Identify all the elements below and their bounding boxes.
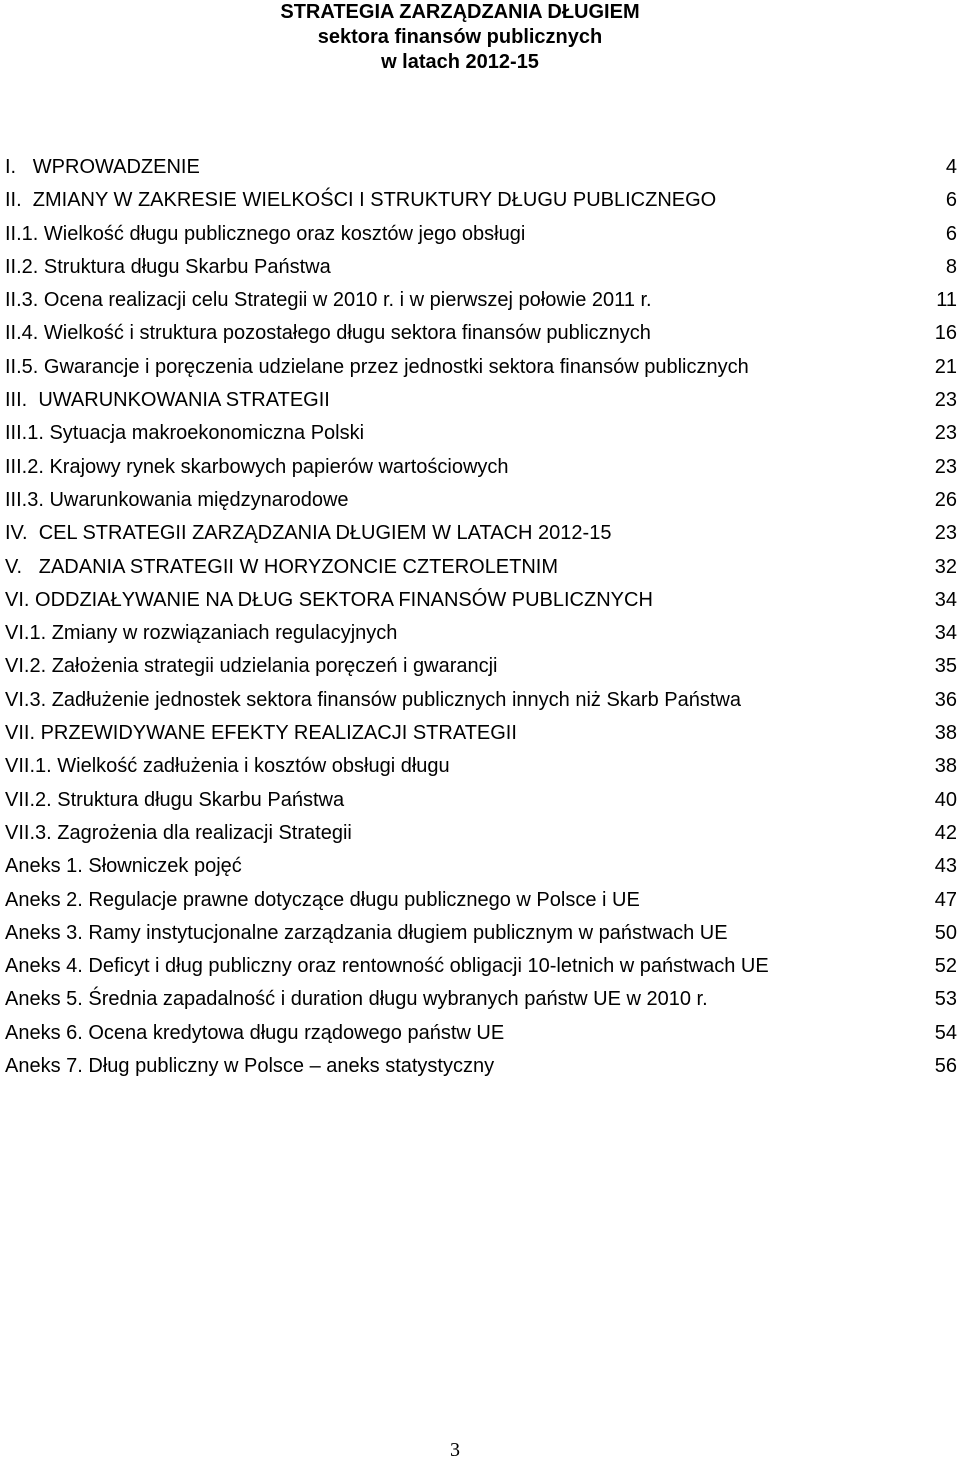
toc-entry-label: Aneks 7. Dług publiczny w Polsce – aneks statystyczny bbox=[5, 1055, 495, 1078]
toc-entry[interactable] bbox=[5, 551, 957, 584]
toc-entry-page: 52 bbox=[934, 955, 957, 978]
toc-entry[interactable] bbox=[5, 750, 957, 783]
toc-entry-page: 4 bbox=[945, 156, 957, 178]
toc-entry[interactable] bbox=[5, 950, 957, 983]
toc-entry-page: 23 bbox=[934, 455, 957, 478]
document-title bbox=[0, 0, 920, 75]
toc-entry[interactable] bbox=[5, 484, 957, 517]
toc-entry-label: VI.1. Zmiany w rozwiązaniach regulacyjnych bbox=[5, 622, 398, 645]
page-number: 3 bbox=[450, 1439, 460, 1461]
toc-entry-label: VI.2. Założenia strategii udzielania poręczeń i gwarancji bbox=[5, 655, 498, 678]
toc-entry-page: 38 bbox=[934, 722, 957, 745]
toc-entry-label: III. UWARUNKOWANIA STRATEGII bbox=[5, 389, 330, 412]
title-line-1: STRATEGIA ZARZĄDZANIA DŁUGIEM bbox=[280, 1, 640, 23]
toc-entry-page: 34 bbox=[934, 588, 957, 611]
toc-entry[interactable] bbox=[5, 884, 957, 917]
toc-entry-page: 11 bbox=[936, 289, 957, 312]
toc-entry-label: VII.1. Wielkość zadłużenia i kosztów obsługi długu bbox=[5, 755, 450, 778]
toc-entry-page: 23 bbox=[934, 422, 957, 445]
toc-entry[interactable] bbox=[5, 584, 957, 617]
toc-entry-label: Aneks 4. Deficyt i dług publiczny oraz rentowność obligacji 10-letnich w państwach UE bbox=[5, 955, 769, 978]
toc-entry-label: III.1. Sytuacja makroekonomiczna Polski bbox=[5, 422, 365, 445]
title-line-3: w latach 2012-15 bbox=[381, 51, 539, 73]
toc-entry[interactable] bbox=[5, 317, 957, 350]
toc-entry-label: IV. CEL STRATEGII ZARZĄDZANIA DŁUGIEM W LATACH 2012-15 bbox=[5, 522, 612, 545]
toc-entry-label: Aneks 2. Regulacje prawne dotyczące długu publicznego w Polsce i UE bbox=[5, 888, 640, 911]
toc-entry[interactable] bbox=[5, 218, 957, 251]
toc-entry[interactable] bbox=[5, 284, 957, 317]
toc-entry[interactable] bbox=[5, 384, 957, 417]
toc-entry[interactable] bbox=[5, 251, 957, 284]
toc-entry-label: I. WPROWADZENIE bbox=[5, 156, 200, 178]
toc-entry[interactable] bbox=[5, 1050, 957, 1083]
toc-entry-label: II.3. Ocena realizacji celu Strategii w 2010 r. i w pierwszej połowie 2011 r. bbox=[5, 289, 652, 312]
toc-entry-page: 36 bbox=[934, 688, 957, 711]
toc-entry-label: VII.3. Zagrożenia dla realizacji Strategii bbox=[5, 821, 352, 844]
toc-entry[interactable] bbox=[5, 417, 957, 450]
toc-entry-page: 35 bbox=[934, 655, 957, 678]
toc-entry-page: 42 bbox=[934, 821, 957, 844]
toc-entry-page: 43 bbox=[934, 855, 957, 878]
toc-entry[interactable] bbox=[5, 817, 957, 850]
toc-entry-page: 54 bbox=[934, 1021, 957, 1044]
toc-entry-label: II.2. Struktura długu Skarbu Państwa bbox=[5, 255, 331, 278]
title-line-2: sektora finansów publicznych bbox=[317, 26, 603, 48]
table-of-contents bbox=[5, 151, 957, 1083]
toc-entry[interactable] bbox=[5, 784, 957, 817]
toc-entry-label: III.3. Uwarunkowania międzynarodowe bbox=[5, 488, 349, 511]
toc-entry-label: II.5. Gwarancje i poręczenia udzielane przez jednostki sektora finansów publicznych bbox=[5, 355, 749, 378]
toc-entry[interactable] bbox=[5, 983, 957, 1016]
toc-entry-label: Aneks 6. Ocena kredytowa długu rządowego państw UE bbox=[5, 1021, 505, 1044]
toc-entry-page: 56 bbox=[934, 1055, 957, 1078]
toc-entry-label: II. ZMIANY W ZAKRESIE WIELKOŚCI I STRUKTURY DŁUGU PUBLICZNEGO bbox=[5, 189, 717, 212]
toc-entry-page: 32 bbox=[934, 555, 957, 578]
toc-entry-page: 34 bbox=[934, 622, 957, 645]
toc-entry-page: 38 bbox=[934, 755, 957, 778]
toc-entry[interactable] bbox=[5, 351, 957, 384]
toc-entry-page: 26 bbox=[934, 488, 957, 511]
toc-entry[interactable] bbox=[5, 717, 957, 750]
toc-entry[interactable] bbox=[5, 684, 957, 717]
toc-entry[interactable] bbox=[5, 1017, 957, 1050]
toc-entry-label: VII. PRZEWIDYWANE EFEKTY REALIZACJI STRATEGII bbox=[5, 722, 517, 745]
toc-entry[interactable] bbox=[5, 151, 957, 184]
toc-entry-page: 50 bbox=[934, 921, 957, 944]
toc-entry-page: 53 bbox=[934, 988, 957, 1011]
toc-entry[interactable] bbox=[5, 850, 957, 883]
toc-entry-page: 23 bbox=[934, 522, 957, 545]
toc-entry[interactable] bbox=[5, 650, 957, 683]
toc-entry-page: 23 bbox=[934, 389, 957, 412]
toc-entry[interactable] bbox=[5, 451, 957, 484]
toc-entry-page: 8 bbox=[945, 255, 957, 278]
toc-entry-label: VI.3. Zadłużenie jednostek sektora finansów publicznych innych niż Skarb Państwa bbox=[5, 688, 741, 711]
toc-entry[interactable] bbox=[5, 617, 957, 650]
toc-entry-page: 16 bbox=[934, 322, 957, 345]
toc-entry-page: 21 bbox=[934, 355, 957, 378]
toc-entry-page: 6 bbox=[945, 189, 957, 212]
toc-entry-label: II.1. Wielkość długu publicznego oraz kosztów jego obsługi bbox=[5, 222, 526, 245]
toc-entry-page: 47 bbox=[934, 888, 957, 911]
toc-entry-label: VI. ODDZIAŁYWANIE NA DŁUG SEKTORA FINANSÓW PUBLICZNYCH bbox=[5, 588, 653, 611]
toc-entry-label: Aneks 5. Średnia zapadalność i duration długu wybranych państw UE w 2010 r. bbox=[5, 988, 708, 1011]
toc-entry-label: Aneks 1. Słowniczek pojęć bbox=[5, 855, 242, 878]
toc-entry[interactable] bbox=[5, 917, 957, 950]
toc-entry-label: V. ZADANIA STRATEGII W HORYZONCIE CZTEROLETNIM bbox=[5, 555, 559, 578]
toc-entry-label: Aneks 3. Ramy instytucjonalne zarządzania długiem publicznym w państwach UE bbox=[5, 921, 728, 944]
toc-entry-label: VII.2. Struktura długu Skarbu Państwa bbox=[5, 788, 345, 811]
toc-entry[interactable] bbox=[5, 184, 957, 217]
toc-entry[interactable] bbox=[5, 517, 957, 550]
toc-entry-page: 40 bbox=[934, 788, 957, 811]
toc-entry-page: 6 bbox=[945, 222, 957, 245]
toc-entry-label: II.4. Wielkość i struktura pozostałego długu sektora finansów publicznych bbox=[5, 322, 651, 345]
toc-entry-label: III.2. Krajowy rynek skarbowych papierów wartościowych bbox=[5, 455, 509, 478]
